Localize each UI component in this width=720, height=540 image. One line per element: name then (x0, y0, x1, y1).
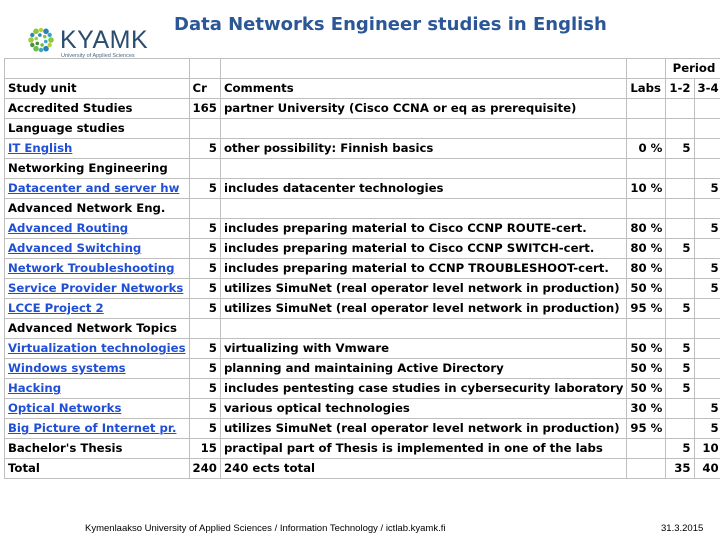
labs-cell: 95 % (627, 299, 666, 319)
credits-cell: 15 (189, 439, 220, 459)
table-row (5, 339, 720, 359)
period-1-2-cell (666, 179, 694, 199)
credits-cell: 5 (189, 299, 220, 319)
period-3-4-cell (694, 379, 720, 399)
comments-cell: includes pentesting case studies in cybersecurity laboratory (220, 379, 626, 399)
study-unit-cell[interactable]: Hacking (5, 379, 190, 399)
comments-cell: other possibility: Finnish basics (220, 139, 626, 159)
labs-cell: 95 % (627, 419, 666, 439)
study-table (4, 58, 720, 479)
study-unit-cell[interactable]: Service Provider Networks (5, 279, 190, 299)
comments-cell: practipal part of Thesis is implemented in one of the labs (220, 439, 626, 459)
comments-cell: various optical technologies (220, 399, 626, 419)
labs-cell (627, 319, 666, 339)
logo-dot (36, 42, 40, 46)
logo-dot (33, 29, 39, 35)
logo-dot (30, 33, 34, 37)
credits-cell (189, 119, 220, 139)
study-unit-cell: Advanced Network Topics (5, 319, 190, 339)
period-3-4-cell: 5 (694, 399, 720, 419)
credits-cell: 5 (189, 139, 220, 159)
comments-cell: utilizes SimuNet (real operator level network in production) (220, 279, 626, 299)
table-row (5, 159, 720, 179)
credits-cell: 5 (189, 259, 220, 279)
labs-cell (627, 199, 666, 219)
logo-dot (43, 46, 49, 52)
labs-cell: 50 % (627, 339, 666, 359)
table-row (5, 359, 720, 379)
study-unit-cell[interactable]: Advanced Routing (5, 219, 190, 239)
table-row (5, 239, 720, 259)
period-1-2-cell (666, 219, 694, 239)
period-3-4-cell: 5 (694, 259, 720, 279)
comments-cell: planning and maintaining Active Directory (220, 359, 626, 379)
comments-cell: includes datacenter technologies (220, 179, 626, 199)
period-3-4-cell (694, 239, 720, 259)
labs-cell: 80 % (627, 259, 666, 279)
comments-cell: 240 ects total (220, 459, 626, 479)
logo-dot (48, 33, 52, 37)
period-1-2-cell: 5 (666, 239, 694, 259)
period-3-4-cell: 5 (694, 219, 720, 239)
period-1-2-cell (666, 419, 694, 439)
table-row (5, 199, 720, 219)
logo-name: KYAMK (60, 26, 149, 54)
period-1-2-cell (666, 279, 694, 299)
labs-cell (627, 459, 666, 479)
header-cr: Cr (189, 79, 220, 99)
credits-cell: 165 (189, 99, 220, 119)
table-row (5, 179, 720, 199)
comments-cell: partner University (Cisco CCNA or eq as prerequisite) (220, 99, 626, 119)
table-row (5, 139, 720, 159)
study-unit-cell: Accredited Studies (5, 99, 190, 119)
period-1-2-cell (666, 259, 694, 279)
study-unit-cell: Bachelor's Thesis (5, 439, 190, 459)
period-1-2-cell: 35 (666, 459, 694, 479)
logo-dot (48, 37, 54, 43)
comments-cell: includes preparing material to Cisco CCNP SWITCH-cert. (220, 239, 626, 259)
logo-dot (30, 43, 34, 47)
period-3-4-cell (694, 339, 720, 359)
period-3-4-cell (694, 299, 720, 319)
labs-cell: 50 % (627, 279, 666, 299)
study-unit-cell[interactable]: Big Picture of Internet pr. (5, 419, 190, 439)
period-1-2-cell: 5 (666, 339, 694, 359)
period-3-4-cell: 5 (694, 179, 720, 199)
period-3-4-cell: 40 (694, 459, 720, 479)
labs-cell: 10 % (627, 179, 666, 199)
logo-dot (48, 43, 52, 47)
credits-cell (189, 159, 220, 179)
credits-cell: 5 (189, 339, 220, 359)
logo-subtitle: University of Applied Sciences (61, 53, 135, 59)
comments-cell (220, 319, 626, 339)
credits-cell: 5 (189, 219, 220, 239)
logo-dot (28, 37, 34, 43)
logo-dot (40, 43, 44, 47)
period-3-4-cell (694, 319, 720, 339)
logo-dot (39, 48, 43, 52)
table-row (5, 459, 720, 479)
credits-cell (189, 199, 220, 219)
table-row (5, 219, 720, 239)
header-comments: Comments (220, 79, 626, 99)
credits-cell: 5 (189, 419, 220, 439)
table-row (5, 119, 720, 139)
labs-cell (627, 119, 666, 139)
comments-cell (220, 119, 626, 139)
labs-cell: 30 % (627, 399, 666, 419)
labs-cell: 0 % (627, 139, 666, 159)
header-labs: Labs (627, 79, 666, 99)
period-1-2-cell: 5 (666, 139, 694, 159)
period-1-2-cell (666, 99, 694, 119)
comments-cell (220, 159, 626, 179)
table-row (5, 99, 720, 119)
period-3-4-cell: 5 (694, 279, 720, 299)
page-title: Data Networks Engineer studies in English (174, 14, 607, 35)
credits-cell: 5 (189, 379, 220, 399)
comments-cell: includes preparing material to Cisco CCNP ROUTE-cert. (220, 219, 626, 239)
table-period-row (5, 59, 720, 79)
header-period-3-4: 3-4 (694, 79, 720, 99)
logo-dot (39, 28, 43, 32)
labs-cell (627, 159, 666, 179)
study-unit-cell: Advanced Network Eng. (5, 199, 190, 219)
period-3-4-cell (694, 139, 720, 159)
period-1-2-cell (666, 319, 694, 339)
study-unit-cell[interactable]: Virtualization technologies (5, 339, 190, 359)
credits-cell (189, 319, 220, 339)
study-unit-cell[interactable]: IT English (5, 139, 190, 159)
period-3-4-cell (694, 359, 720, 379)
labs-cell (627, 439, 666, 459)
credits-cell: 240 (189, 459, 220, 479)
table-row (5, 379, 720, 399)
labs-cell: 50 % (627, 359, 666, 379)
table-row (5, 319, 720, 339)
period-1-2-cell (666, 159, 694, 179)
period-1-2-cell: 5 (666, 439, 694, 459)
table-row (5, 299, 720, 319)
study-unit-cell[interactable]: LCCE Project 2 (5, 299, 190, 319)
period-1-2-cell (666, 399, 694, 419)
period-1-2-cell: 5 (666, 359, 694, 379)
study-unit-cell[interactable]: Optical Networks (5, 399, 190, 419)
study-unit-cell[interactable]: Advanced Switching (5, 239, 190, 259)
labs-cell: 80 % (627, 239, 666, 259)
logo-dot (38, 33, 42, 37)
table-header-row (5, 79, 720, 99)
table-row (5, 419, 720, 439)
logo-dot (43, 29, 49, 35)
comments-cell: utilizes SimuNet (real operator level network in production) (220, 419, 626, 439)
period-3-4-cell (694, 119, 720, 139)
footer-date: 31.3.2015 (661, 523, 704, 534)
credits-cell: 5 (189, 359, 220, 379)
period-3-4-cell (694, 199, 720, 219)
study-unit-cell: Total (5, 459, 190, 479)
header-period-1-2: 1-2 (666, 79, 694, 99)
logo-dots-icon (28, 24, 58, 56)
period-header: Period (666, 59, 720, 79)
labs-cell: 50 % (627, 379, 666, 399)
period-1-2-cell: 5 (666, 379, 694, 399)
period-3-4-cell (694, 159, 720, 179)
labs-cell (627, 99, 666, 119)
table-row (5, 439, 720, 459)
logo-dot (33, 46, 39, 52)
period-3-4-cell: 5 (694, 419, 720, 439)
period-1-2-cell: 5 (666, 299, 694, 319)
period-1-2-cell (666, 119, 694, 139)
comments-cell: utilizes SimuNet (real operator level network in production) (220, 299, 626, 319)
study-unit-cell[interactable]: Network Troubleshooting (5, 259, 190, 279)
credits-cell: 5 (189, 179, 220, 199)
credits-cell: 5 (189, 239, 220, 259)
labs-cell: 80 % (627, 219, 666, 239)
logo-dot (44, 40, 48, 44)
study-unit-cell: Networking Engineering (5, 159, 190, 179)
credits-cell: 5 (189, 399, 220, 419)
header-study-unit: Study unit (5, 79, 190, 99)
comments-cell: includes preparing material to CCNP TROUBLESHOOT-cert. (220, 259, 626, 279)
period-1-2-cell (666, 199, 694, 219)
table-row (5, 259, 720, 279)
comments-cell: virtualizing with Vmware (220, 339, 626, 359)
table-row (5, 399, 720, 419)
comments-cell (220, 199, 626, 219)
study-unit-cell[interactable]: Windows systems (5, 359, 190, 379)
table-row (5, 279, 720, 299)
logo-dot (43, 35, 47, 39)
logo-dot (34, 37, 38, 41)
study-unit-cell: Language studies (5, 119, 190, 139)
credits-cell: 5 (189, 279, 220, 299)
study-unit-cell[interactable]: Datacenter and server hw (5, 179, 190, 199)
footer-institution: Kymenlaakso University of Applied Sciences / Information Technology / ictlab.kyamk.fi (85, 523, 446, 534)
period-3-4-cell: 10 (694, 439, 720, 459)
period-3-4-cell (694, 99, 720, 119)
